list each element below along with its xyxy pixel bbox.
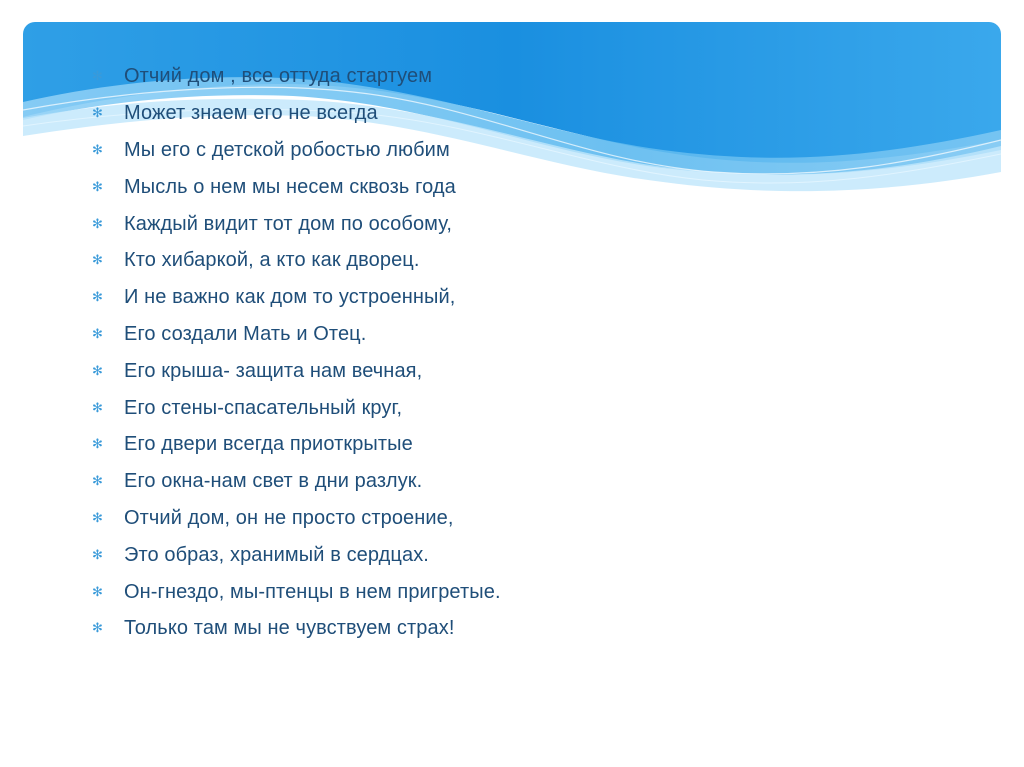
- poem-line-text: Только там мы не чувствуем страх!: [124, 617, 455, 640]
- asterisk-bullet-icon: ✻: [92, 473, 103, 489]
- poem-line-text: Отчий дом , все оттуда стартуем: [124, 65, 433, 88]
- poem-line-text: Отчий дом, он не просто строение,: [124, 506, 454, 529]
- asterisk-bullet-icon: ✻: [92, 105, 103, 121]
- asterisk-bullet-icon: ✻: [92, 509, 103, 525]
- poem-line: [90, 352, 950, 389]
- poem-line-text: Кто хибаркой, а кто как дворец.: [124, 249, 420, 272]
- poem-line: [90, 242, 950, 279]
- poem-line-text: Его окна-нам свет в дни разлук.: [124, 470, 423, 493]
- poem-line: [90, 95, 950, 132]
- asterisk-bullet-icon: ✻: [92, 252, 103, 268]
- asterisk-bullet-icon: ✻: [92, 141, 103, 157]
- poem-line-text: Это образ, хранимый в сердцах.: [124, 543, 429, 566]
- asterisk-bullet-icon: ✻: [92, 215, 103, 231]
- slide: [23, 22, 1001, 744]
- poem-line: [90, 316, 950, 353]
- poem-line: [90, 536, 950, 573]
- poem-line: [90, 132, 950, 169]
- poem-line: [90, 573, 950, 610]
- poem-line-text: Мы его с детской робостью любим: [124, 138, 450, 161]
- asterisk-bullet-icon: ✻: [92, 399, 103, 415]
- asterisk-bullet-icon: ✻: [92, 583, 103, 599]
- asterisk-bullet-icon: ✻: [92, 178, 103, 194]
- asterisk-bullet-icon: ✻: [92, 436, 103, 452]
- poem-line-text: Он-гнездо, мы-птенцы в нем пригретые.: [124, 580, 501, 603]
- poem-line-text: Его крыша- защита нам вечная,: [124, 359, 423, 382]
- asterisk-bullet-icon: ✻: [92, 325, 103, 341]
- poem-line-text: Его создали Мать и Отец.: [124, 322, 367, 345]
- poem-line: [90, 463, 950, 500]
- poem-line-text: Его двери всегда приоткрытые: [124, 433, 413, 456]
- poem-bullet-list: [90, 58, 950, 647]
- asterisk-bullet-icon: ✻: [92, 620, 103, 636]
- poem-line: [90, 500, 950, 537]
- poem-line: [90, 426, 950, 463]
- poem-line-text: Его стены-спасательный круг,: [124, 396, 403, 419]
- poem-line: [90, 279, 950, 316]
- asterisk-bullet-icon: ✻: [92, 546, 103, 562]
- poem-line: [90, 610, 950, 647]
- poem-line-text: Каждый видит тот дом по особому,: [124, 212, 453, 235]
- asterisk-bullet-icon: ✻: [92, 289, 103, 305]
- poem-line: [90, 389, 950, 426]
- poem-line: [90, 58, 950, 95]
- poem-line: [90, 205, 950, 242]
- asterisk-bullet-icon: ✻: [92, 68, 103, 84]
- asterisk-bullet-icon: ✻: [92, 362, 103, 378]
- poem-line-text: И не важно как дом то устроенный,: [124, 286, 456, 309]
- poem-line-text: Мысль о нем мы несем сквозь года: [124, 175, 456, 198]
- poem-line: [90, 168, 950, 205]
- poem-line-text: Может знаем его не всегда: [124, 102, 378, 125]
